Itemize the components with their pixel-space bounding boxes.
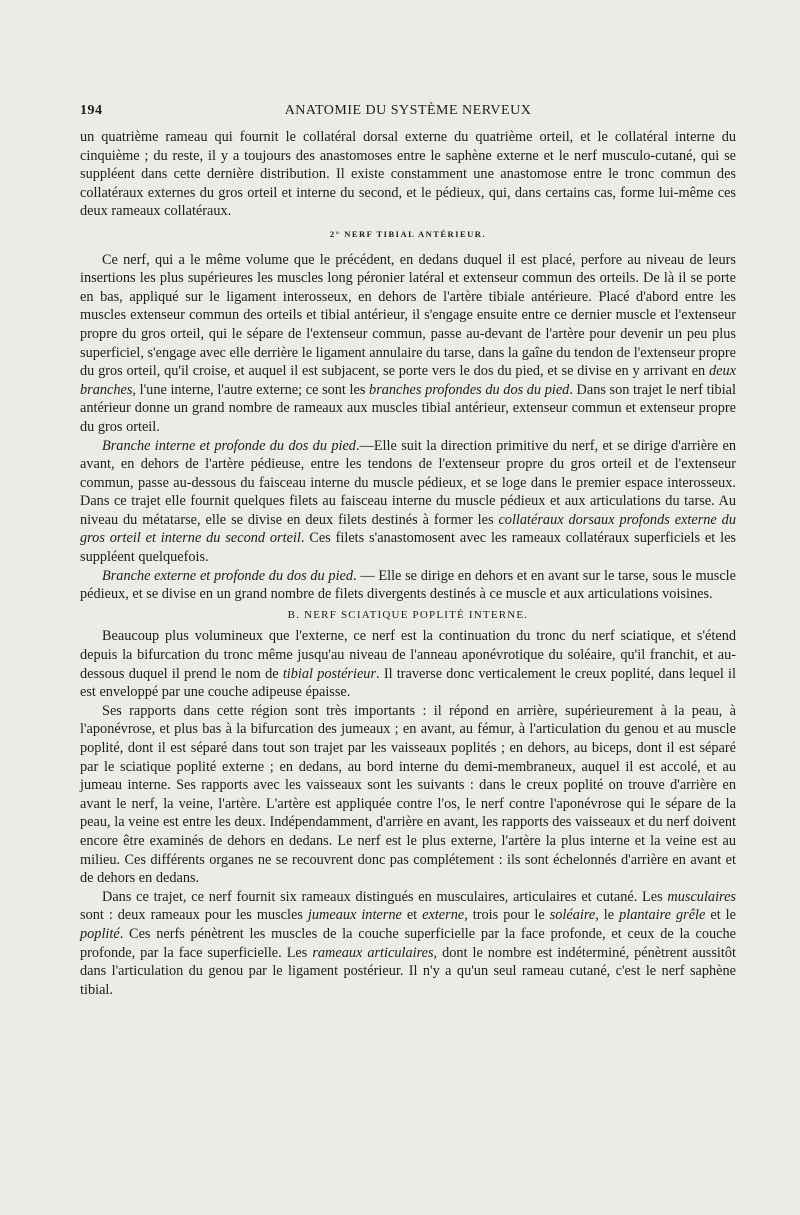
text-run: Dans ce trajet, ce nerf fournit six rameaux distingués en musculaires, articulaires et cutané. Les [102,888,668,905]
text-run: . Ces filets s'anastomosent avec les rameaux collatéraux superficiels et les suppléent quelquefois. [80,530,736,566]
page-number: 194 [80,103,103,118]
italic-run: poplité [80,925,120,942]
text-run: , le [595,907,620,924]
text-run: et [401,907,423,924]
text-run: , dont le nombre est indéterminé, pénètrent aussitôt dans l'articulation du genou par le ligament postérieur. Il n'y a qu'un seul rameau cutané, c'est le nerf saphène tibial. [80,944,736,998]
italic-run: collatéraux dorsaux profonds externe du gros orteil et interne du second orteil [80,511,736,547]
text-run: , trois pour le [464,907,550,924]
section-heading-tibial-anterieur: 2° NERF TIBIAL ANTÉRIEUR. [329,228,487,239]
paragraph-sciatique-intro [80,627,736,701]
italic-run: rameaux articulaires [312,944,434,961]
italic-run: branches profondes du dos du pied [369,381,570,398]
paragraph-branche-interne [80,437,736,567]
text-run: . Dans son trajet le nerf tibial antérieur donne un grand nombre de rameaux aux muscles tibial antérieur, extenseur commun et extenseur propre du gros orteil. [80,381,736,435]
text-run: .—Elle suit la direction primitive du nerf, et se dirige d'arrière en avant, en dehors de l'artère pédieuse, entre les tendons de l'extenseur propre du gros orteil et de l'extenseur commun, passe au-dessous du faisceau interne du muscle pédieux, et se loge dans le premier espace interosseux. Dans ce trajet elle fournit quelques filets au faisceau interne du muscle pédieux et aux articulations du tarse. Au niveau du métatarse, elle se divise en deux filets destinés à former les [80,437,736,528]
section-heading-sciatique-poplite-interne: B. NERF SCIATIQUE POPLITÉ INTERNE. [287,608,529,621]
italic-run: soléaire [549,907,596,924]
italic-run: musculaires [667,888,736,905]
text-run: et le [705,907,736,924]
italic-run: plantaire grêle [619,907,706,924]
paragraph-branche-externe [80,567,736,604]
italic-run: tibial postérieur [282,665,377,682]
page-body [80,128,736,999]
text-run: . Il traverse donc verticalement le creux poplité, dans lequel il est enveloppé par une couche adipeuse épaisse. [80,665,736,701]
text-run: Beaucoup plus volumineux que l'externe, ce nerf est la continuation du tronc du nerf sciatique, et s'étend depuis la bifurcation du tronc même jusqu'au niveau de l'anneau aponévrotique du soléaire, qu'il franchit, et au-dessous duquel il prend le nom de [80,628,736,682]
italic-run: Branche externe et profonde du dos du pied [102,567,354,584]
italic-run: externe [422,907,465,924]
text-run: , l'une interne, l'autre externe; ce sont les [132,381,370,398]
paragraph-tibial-anterieur [80,251,736,437]
text-run: . — Elle se dirige en dehors et en avant sur le tarse, sous le muscle pédieux, et se divise en un grand nombre de filets divergents destinés à ce muscle et aux articulations voisines. [80,567,737,603]
paragraph-rapports: Ses rapports dans cette région sont très importants : il répond en arrière, supérieurement à la peau, à l'aponévrose, et plus bas à la bifurcation des jumeaux ; en avant, au fémur, à l'articulation du genou et au muscle poplité, dont il est séparé dans tout son trajet par les vaisseaux poplités ; en dehors, au biceps, dont il est séparé par le sciatique poplité externe ; en dedans, au bord interne du demi-membraneux, auquel il est accolé, et au jumeau interne. Ses rapports avec les vaisseaux sont les suivants : dans le creux poplité on trouve d'arrière en avant le nerf, la veine, l'artère. L'artère est appliquée contre l'os, le nerf contre l'aponévrose qui le sépare de la peau, la veine est entre les deux. Indépendamment, d'arrière en avant, les rapports des vaisseaux et du nerf doivent encore être examinés de dehors en dedans. Le nerf est le plus externe, l'artère la plus interne et la veine est au milieu. Ces différents organes ne se recouvrent donc pas complétement : ils sont échelonnés d'arrière en avant et de dehors en dedans. [80,702,736,887]
italic-run: deux branches [80,363,736,398]
text-run: Ce nerf, qui a le même volume que le précédent, en dedans duquel il est placé, perfore au niveau de leurs insertions les plus supérieures les muscles long péronier latéral et extenseur commun des orteils. De là il se porte en bas, appliqué sur le ligament interosseux, en dehors de l'artère tibiale antérieure. Placé d'abord entre les muscles extenseur commun des orteils et tibial antérieur, il s'engage ensuite entre ce dernier muscle et l'extenseur propre du gros orteil, qui le sépare de l'extenseur commun, passe au-devant de l'artère pour devenir un peu plus superficiel, s'engage avec elle derrière le ligament annulaire du tarse, dans la gaîne du tendon de l'extenseur propre du gros orteil, qu'il croise, et auquel il est subjacent, se porte vers le dos du pied, et se divise en y arrivant en [80,251,736,380]
paragraph-continuation: un quatrième rameau qui fournit le collatéral dorsal externe du quatrième orteil, et le collatéral interne du cinquième ; du reste, il y a toujours des anastomoses entre le saphène externe et le nerf musculo-cutané, qui se suppléent dans cette dernière distribution. Il existe constamment une anastomose entre le tronc commun des collatéraux externes du gros orteil et interne du second, et le pédieux, qui, dans certains cas, forme lui-même ces deux rameaux collatéraux. [80,129,736,220]
italic-run: jumeaux interne [307,907,402,924]
italic-run: Branche interne et profonde du dos du pied [102,437,356,454]
page-header [80,103,736,123]
running-title: ANATOMIE DU SYSTÈME NERVEUX [284,103,532,118]
text-run: . Ces nerfs pénètrent les muscles de la couche superficielle par la face profonde, et ceux de la couche profonde, par la face superficielle. Les [80,925,736,961]
text-run: sont : deux rameaux pour les muscles [80,907,308,924]
paragraph-rameaux [80,888,736,1000]
